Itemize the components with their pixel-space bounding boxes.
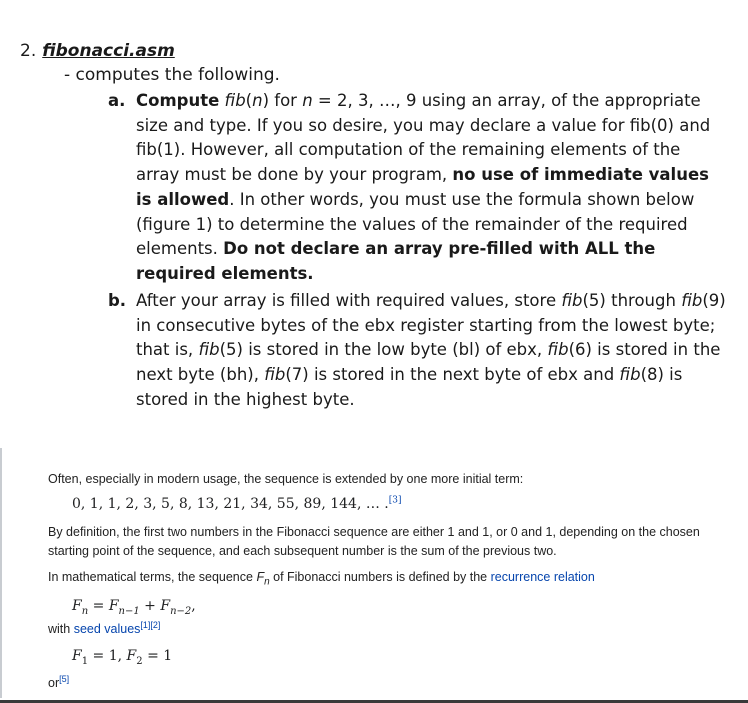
formula-F1: F (108, 598, 119, 614)
task-item-a (108, 89, 728, 287)
math-terms-line (48, 568, 595, 592)
item-a-text-9: . In other words, you must use the formula shown below (figure 1) to determine the values of the remainder of the required elements. (136, 189, 695, 259)
excerpt-left-border (0, 448, 2, 698)
task-item-b (108, 289, 728, 413)
math-terms-n: n (264, 576, 270, 588)
recurrence-formula (72, 596, 196, 622)
item-a-text-10: Do not declare an array pre-filled with ALL the required elements. (136, 239, 656, 283)
item-b-text-11: (7) is stored in the next byte of ebx and (285, 365, 620, 385)
formula-n2: n−2 (170, 605, 192, 617)
item-a-text-7: = 2, 3, …, 9 using an array, of the appropriate size and type. If you so desire, you may declare a value for fib(0) and fib(1). However, all computation of the remaining elements of the array must be done by your program, (136, 91, 711, 185)
definition-line-2: starting point of the sequence, and each subsequent number is the sum of the previous two. (48, 544, 557, 558)
item-a-marker: a. (108, 91, 126, 110)
citation-1-2[interactable]: [1][2] (140, 619, 161, 630)
math-terms-F: F (256, 570, 265, 584)
seed-eq-1: = 1, (88, 648, 127, 664)
item-b-text-10: fib (264, 365, 286, 385)
seed-sub-1: 1 (81, 655, 89, 667)
item-b-text (136, 289, 726, 413)
formula-n1: n−1 (118, 605, 140, 617)
item-a-text-8: no use of immediate values is allowed (136, 165, 709, 209)
item-a-text-5: ) for (262, 91, 303, 110)
formula-F2: F (160, 598, 171, 614)
math-terms-text: In mathematical terms, the sequence (48, 570, 257, 584)
recurrence-relation-link[interactable]: recurrence relation (490, 570, 595, 584)
seed-F2: F (126, 648, 137, 664)
item-b-text-1: After your array is filled with required values, store (136, 291, 562, 310)
or-line (48, 674, 69, 693)
item-b-text-4: fib (681, 291, 703, 310)
math-terms-text-2: of Fibonacci numbers is defined by the (269, 570, 491, 584)
wikipedia-excerpt (0, 448, 748, 703)
item-b-text-5: (9) in consecutive bytes of the ebx register starting from the lowest byte; that is, (136, 291, 726, 360)
seed-text: with (48, 622, 74, 636)
seed-values-link[interactable]: seed values (73, 622, 141, 636)
item-b-text-2: fib (561, 291, 583, 310)
filename: fibonacci.asm (42, 41, 175, 61)
item-b-text-9: (6) is stored in the next byte (bh), (136, 340, 721, 385)
item-a-text-1: Compute (136, 91, 220, 110)
item-b-text-7: (5) is stored in the low byte (bl) of ebx, (219, 340, 548, 360)
seed-sub-2: 2 (136, 655, 143, 667)
seed-values-line (48, 620, 160, 639)
assignment-heading (20, 40, 175, 62)
citation-3[interactable]: [3] (388, 495, 402, 506)
item-a-text-4: n (252, 91, 263, 110)
item-a-text-3: ( (245, 91, 253, 110)
citation-5[interactable]: [5] (59, 673, 70, 684)
item-b-text-6: fib (198, 340, 220, 360)
formula-n: n (81, 605, 89, 617)
sequence-values: 0, 1, 1, 2, 3, 5, 8, 13, 21, 34, 55, 89, 144, … . (72, 496, 389, 512)
intro-line: - computes the following. (64, 65, 280, 85)
formula-plus: + (139, 598, 161, 614)
seed-eq-2: = 1 (142, 648, 173, 664)
formula-eq: = (88, 598, 109, 614)
formula-F: F (72, 598, 82, 614)
seed-F1: F (72, 648, 82, 664)
fibonacci-sequence (72, 494, 402, 514)
or-text: or (48, 676, 60, 690)
item-b-text-8: fib (547, 340, 569, 360)
item-b-text-3: (5) through (582, 291, 682, 310)
excerpt-line-modern-usage: Often, especially in modern usage, the sequence is extended by one more initial term: (48, 472, 524, 486)
definition-line-1: By definition, the first two numbers in the Fibonacci sequence are either 1 and 1, or 0 and 1, depending on the chosen (48, 525, 700, 539)
seed-formula (72, 646, 172, 672)
item-a-text-2: fib (224, 91, 246, 110)
item-number: 2. (20, 41, 37, 61)
item-b-text-12: fib (619, 365, 641, 385)
formula-tail: , (191, 598, 196, 614)
item-a-text-6: n (302, 91, 313, 110)
item-a-text (136, 89, 726, 287)
item-b-text-13: (8) is stored in the highest byte. (136, 365, 683, 409)
item-b-marker: b. (108, 291, 127, 310)
